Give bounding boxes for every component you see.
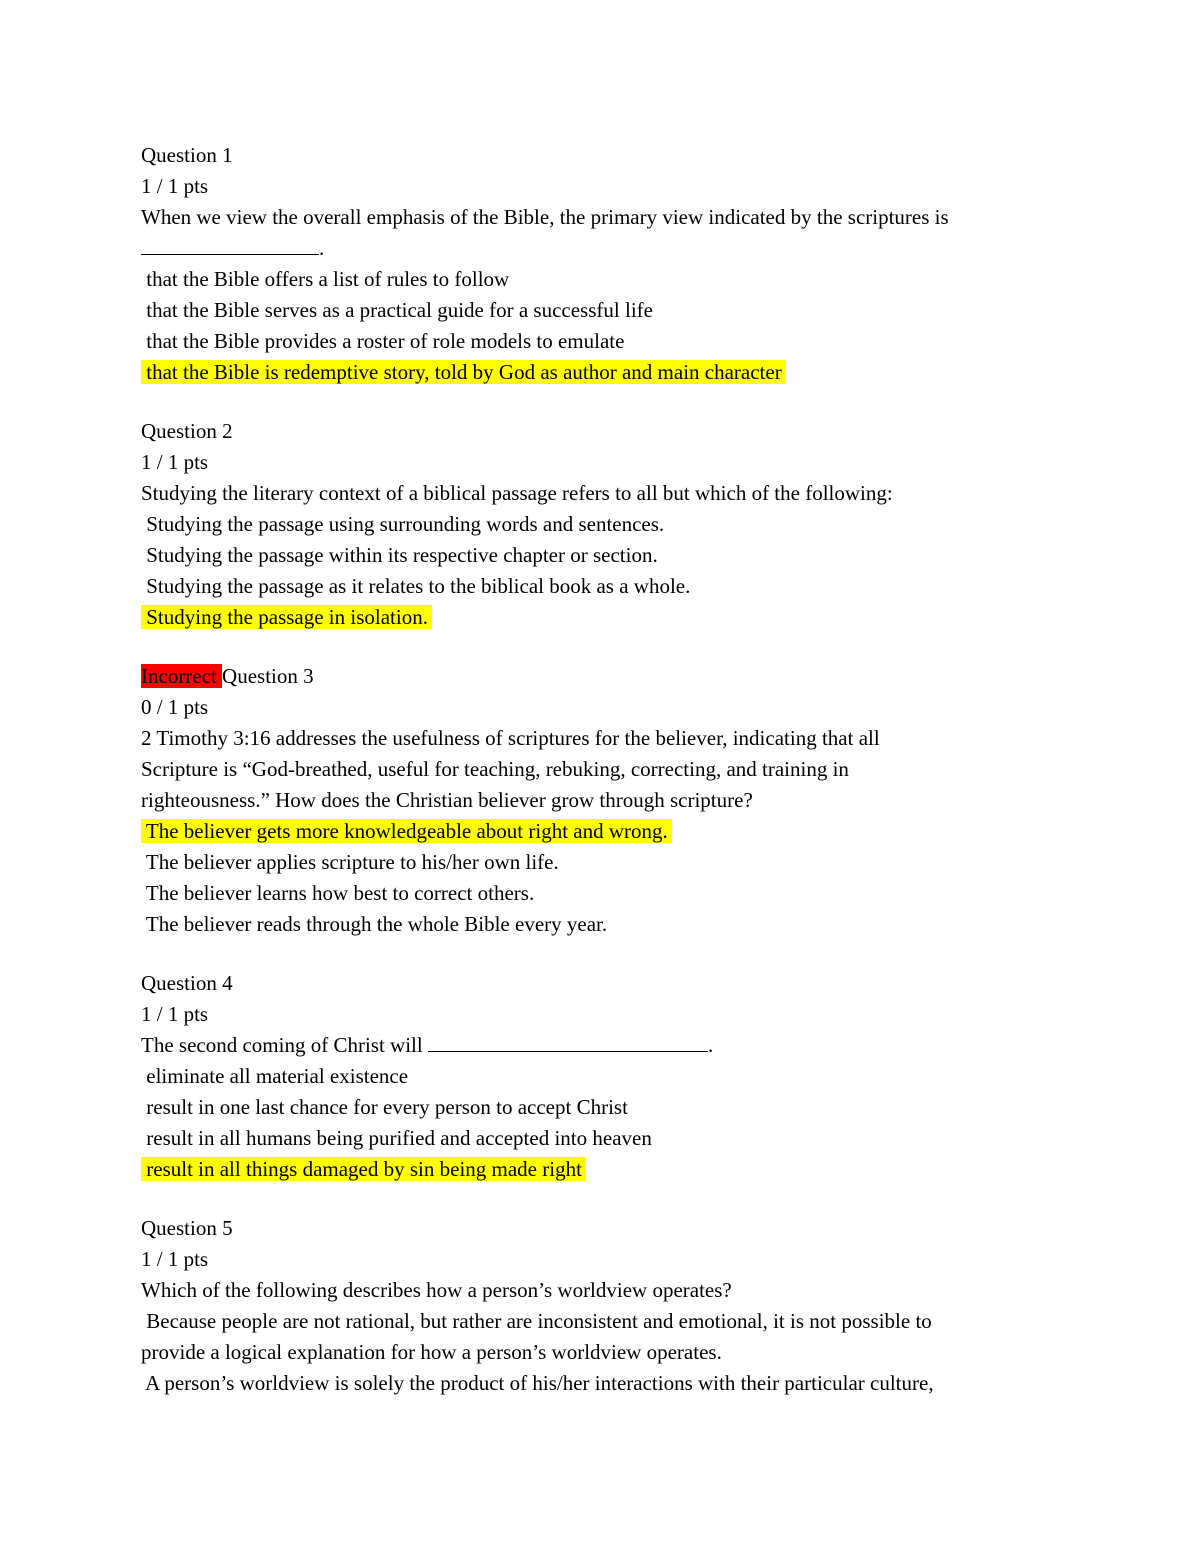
prompt-end: .	[707, 1033, 714, 1057]
answer-option-selected	[141, 816, 1061, 847]
option-text: The believer applies scripture to his/her own life.	[141, 850, 559, 874]
question-prompt	[141, 1030, 1061, 1061]
answer-option	[141, 509, 1061, 540]
question-prompt-line: righteousness.” How does the Christian believer grow through scripture?	[141, 788, 753, 812]
question-4	[141, 968, 1061, 1185]
question-prompt: Studying the literary context of a biblical passage refers to all but which of the following:	[141, 481, 893, 505]
option-text: Because people are not rational, but rather are inconsistent and emotional, it is not possible to	[141, 1309, 932, 1333]
answer-option-selected	[141, 602, 1061, 633]
question-title: Question 5	[141, 1216, 233, 1240]
answer-option	[141, 326, 1061, 357]
question-points: 1 / 1 pts	[141, 1247, 209, 1271]
question-title: Question 4	[141, 971, 233, 995]
question-points: 1 / 1 pts	[141, 1002, 209, 1026]
answer-option	[141, 264, 1061, 295]
question-5	[141, 1213, 1061, 1399]
question-title: Question 2	[141, 419, 233, 443]
incorrect-badge: Incorrect	[141, 664, 223, 688]
prompt-end: .	[319, 236, 325, 260]
option-text: Studying the passage using surrounding words and sentences.	[141, 512, 665, 536]
option-text: provide a logical explanation for how a person’s worldview operates.	[141, 1340, 722, 1364]
selected-option-text: that the Bible is redemptive story, told by God as author and main character	[141, 360, 786, 384]
answer-option-line	[141, 1306, 1061, 1337]
selected-option-text: The believer gets more knowledgeable about right and wrong.	[141, 819, 672, 843]
question-prompt-line: 2 Timothy 3:16 addresses the usefulness of scriptures for the believer, indicating that all	[141, 726, 880, 750]
question-title-row	[141, 661, 1061, 692]
answer-option	[141, 878, 1061, 909]
option-text: Studying the passage within its respective chapter or section.	[141, 543, 658, 567]
answer-blank-line	[141, 233, 1061, 264]
question-prompt	[141, 202, 1061, 233]
answer-blank	[428, 1031, 708, 1052]
question-title: Question 3	[222, 664, 314, 688]
answer-option-line	[141, 1368, 1061, 1399]
answer-option	[141, 540, 1061, 571]
answer-option	[141, 847, 1061, 878]
question-3	[141, 661, 1061, 940]
answer-option	[141, 1123, 1061, 1154]
option-text: that the Bible serves as a practical guide for a successful life	[141, 298, 653, 322]
question-prompt-line: Scripture is “God-breathed, useful for teaching, rebuking, correcting, and training in	[141, 757, 849, 781]
answer-option	[141, 1061, 1061, 1092]
question-points: 1 / 1 pts	[141, 174, 209, 198]
answer-option	[141, 571, 1061, 602]
question-title: Question 1	[141, 143, 233, 167]
answer-blank	[141, 234, 319, 255]
option-text: The believer learns how best to correct others.	[141, 881, 535, 905]
option-text: Studying the passage as it relates to the biblical book as a whole.	[141, 574, 691, 598]
prompt-text: The second coming of Christ will	[141, 1033, 428, 1057]
option-text: The believer reads through the whole Bible every year.	[141, 912, 608, 936]
selected-option-text: result in all things damaged by sin being made right	[141, 1157, 586, 1181]
prompt-text: When we view the overall emphasis of the Bible, the primary view indicated by the scriptures is	[141, 205, 949, 229]
option-text: that the Bible offers a list of rules to follow	[141, 267, 510, 291]
document-page	[141, 140, 1061, 1399]
option-text: that the Bible provides a roster of role models to emulate	[141, 329, 625, 353]
option-text: result in one last chance for every person to accept Christ	[141, 1095, 628, 1119]
option-text: result in all humans being purified and accepted into heaven	[141, 1126, 652, 1150]
answer-option	[141, 1092, 1061, 1123]
selected-option-text: Studying the passage in isolation.	[141, 605, 432, 629]
answer-option-line	[141, 1337, 1061, 1368]
question-prompt: Which of the following describes how a person’s worldview operates?	[141, 1278, 732, 1302]
answer-option	[141, 909, 1061, 940]
question-points: 0 / 1 pts	[141, 695, 209, 719]
question-1	[141, 140, 1061, 388]
option-text: A person’s worldview is solely the product of his/her interactions with their particular culture,	[141, 1371, 934, 1395]
question-2	[141, 416, 1061, 633]
option-text: eliminate all material existence	[141, 1064, 409, 1088]
answer-option-selected	[141, 1154, 1061, 1185]
question-points: 1 / 1 pts	[141, 450, 209, 474]
answer-option	[141, 295, 1061, 326]
answer-option-selected	[141, 357, 1061, 388]
